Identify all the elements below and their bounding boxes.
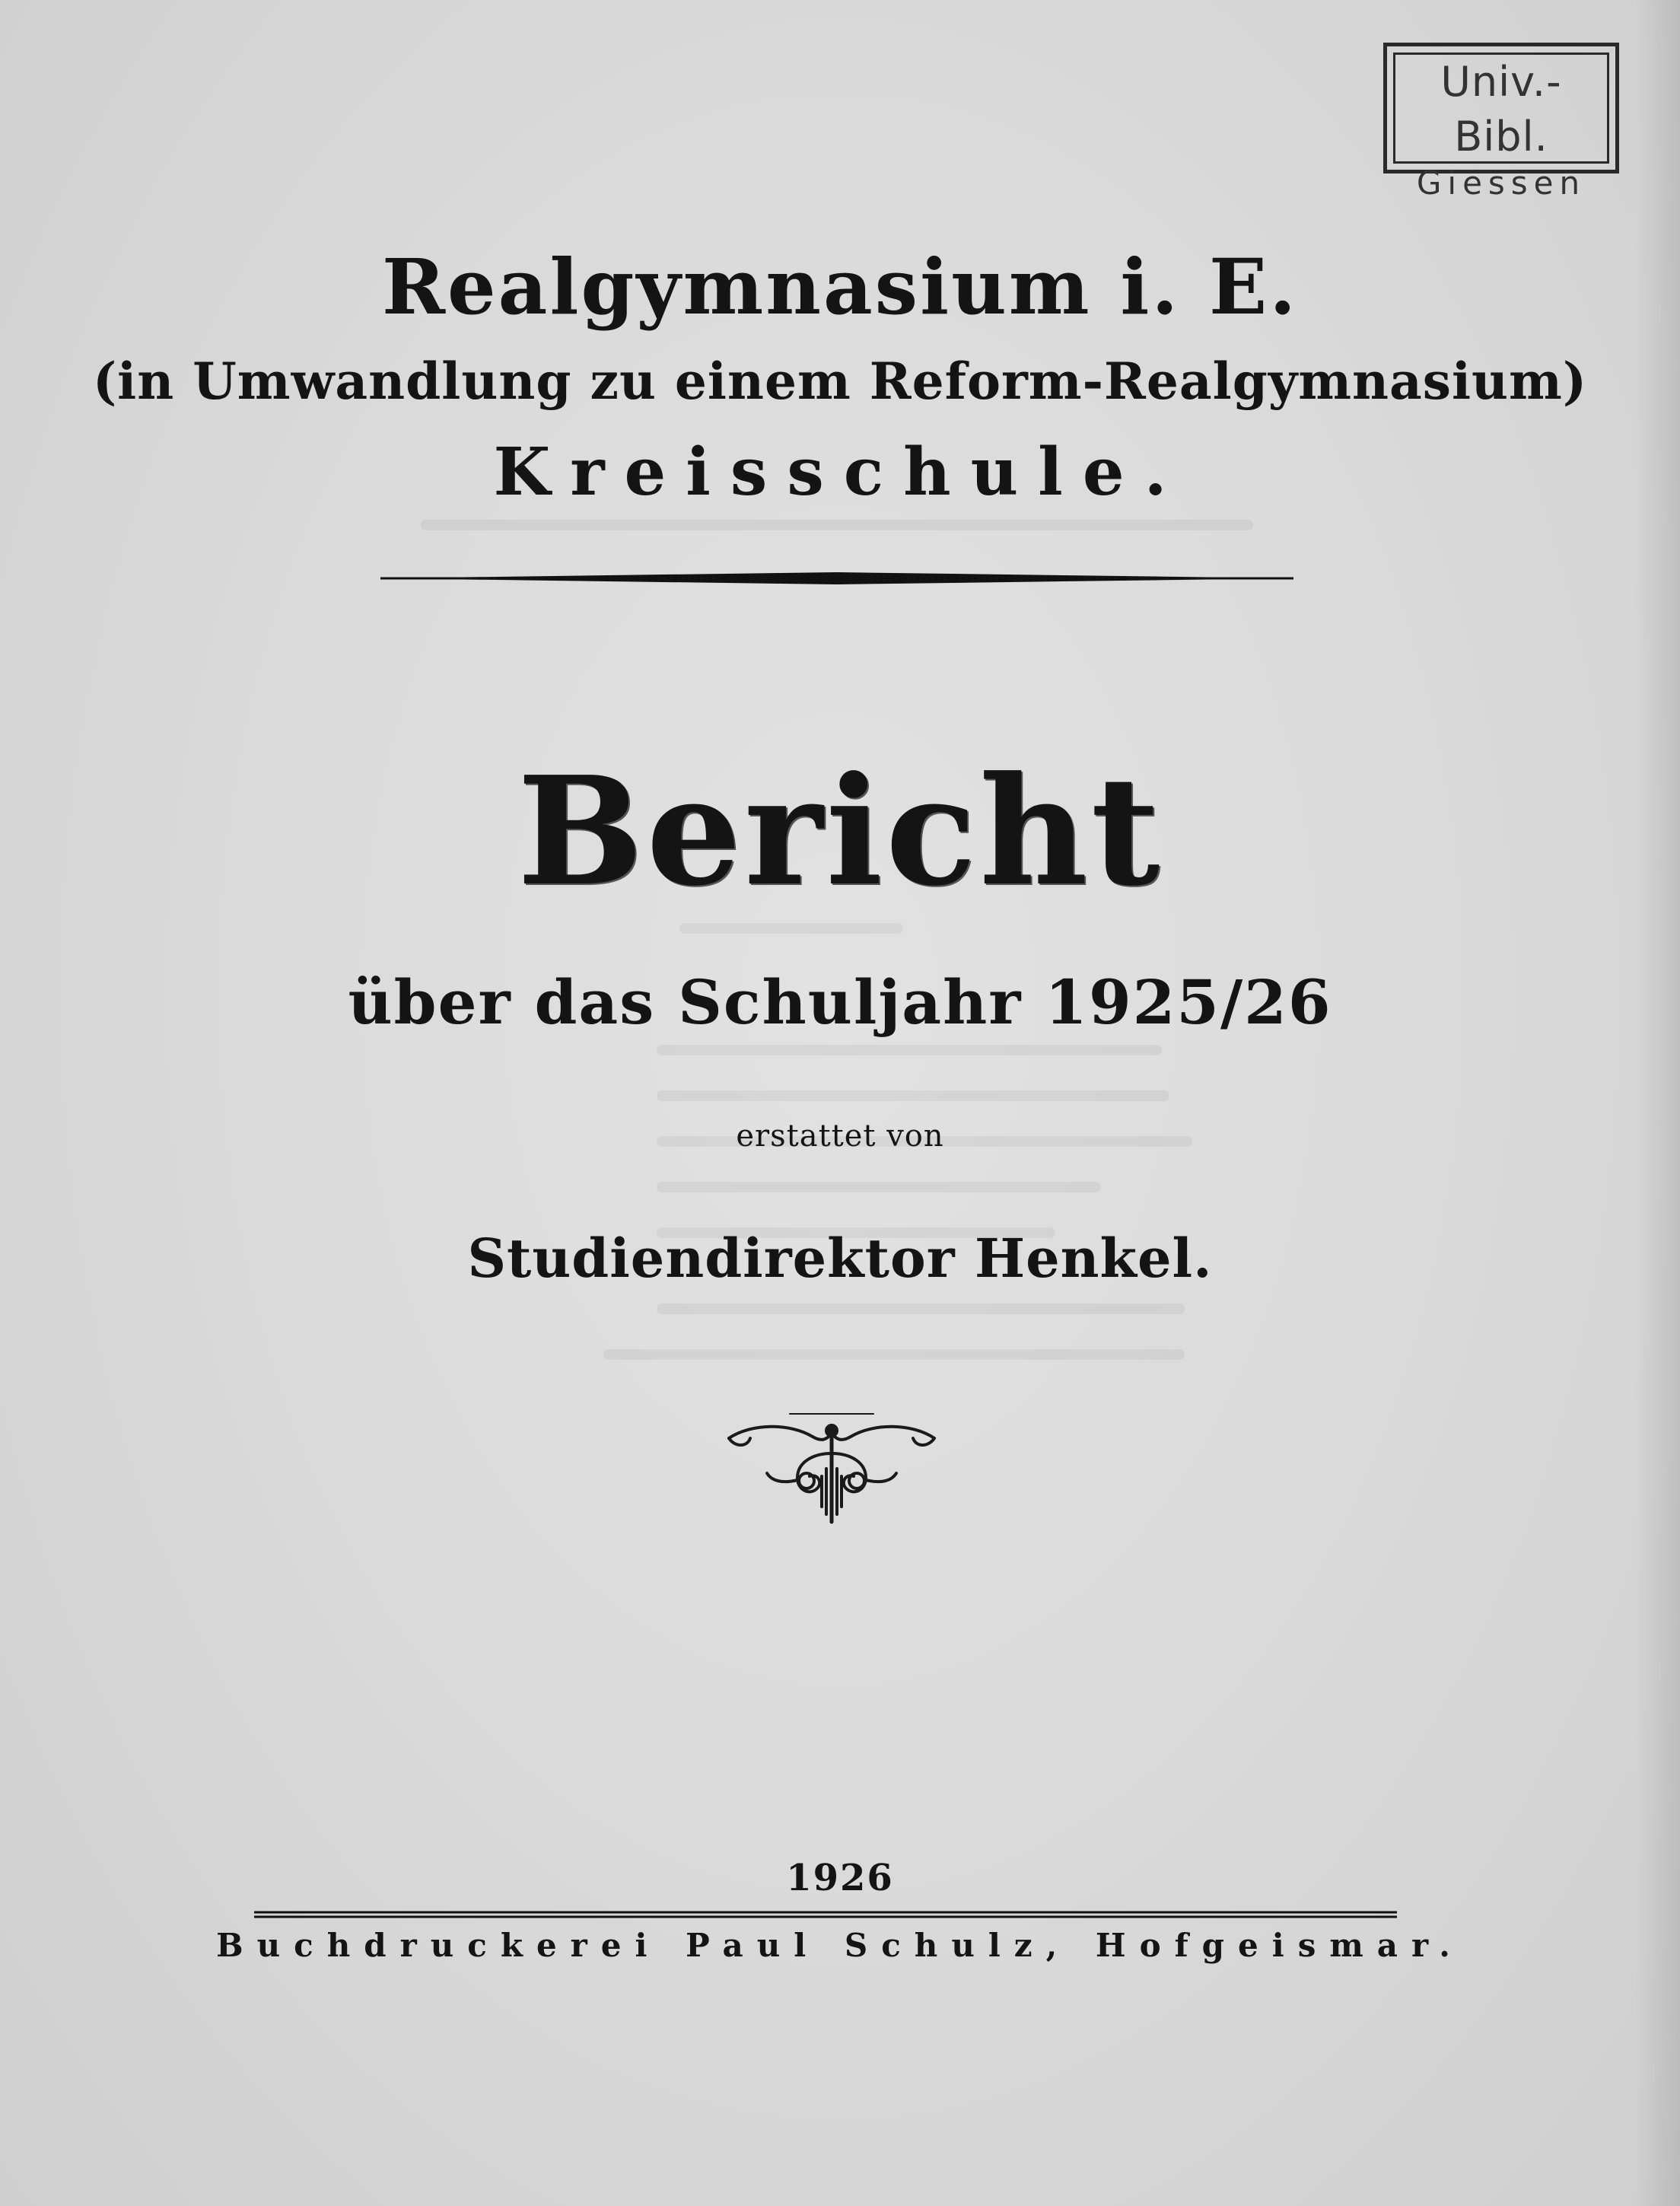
publication-year: 1926 (786, 1857, 894, 1899)
report-heading: Bericht (517, 744, 1163, 919)
header-divider (380, 572, 1293, 584)
school-subtitle: (in Umwandlung zu einem Reform-Realgymnasium) (92, 352, 1588, 411)
school-type: Kreisschule. (493, 434, 1187, 511)
school-title: Realgymnasium i. E. (381, 242, 1299, 332)
footer-divider (254, 1910, 1397, 1919)
report-subheading: über das Schuljahr 1925/26 (348, 966, 1332, 1038)
stamp-line-city: Giessen (1416, 164, 1586, 202)
ornament-icon (721, 1408, 942, 1530)
printer-imprint: Buchdruckerei Paul Schulz, Hofgeismar. (216, 1927, 1464, 1964)
library-stamp (1383, 43, 1619, 202)
stamp-line-library: Univ.-Bibl. (1440, 58, 1562, 161)
author-name: Studiendirektor Henkel. (467, 1227, 1213, 1290)
by-line: erstattet von (736, 1119, 944, 1154)
